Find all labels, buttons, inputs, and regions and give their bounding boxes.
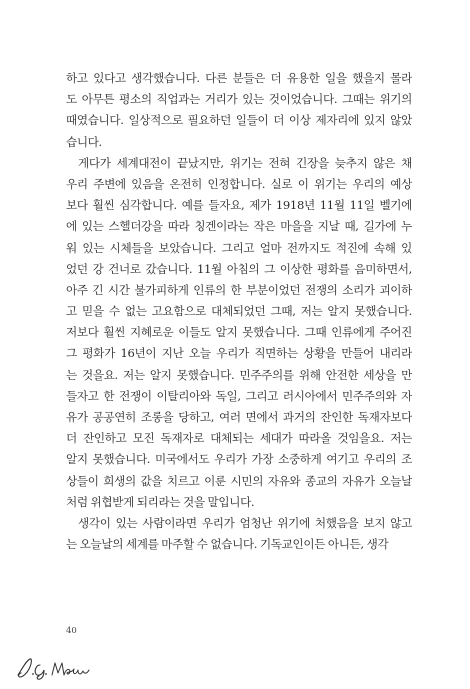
text-line: 그 평화가 16년이 지난 오늘 우리가 직면하는 상황을 만들어 내리라 [66,346,412,361]
text-line: 에 있는 스헬더강을 따라 칭겐이라는 작은 마을을 지날 때, 길가에 누 [66,219,412,234]
text-line: 습니다. [66,134,102,149]
text-line: 들자고 한 전쟁이 이탈리아와 독일, 그리고 러시아에서 민주주의와 자 [66,388,412,403]
text-line: 유가 공공연히 조롱을 당하고, 여러 면에서 과거의 잔인한 독재자보다 [66,410,412,424]
text-line: 처럼 위협받게 되리라는 것을 말입니다. [66,494,255,509]
text-line: 는 것을요. 저는 알지 못했습니다. 민주주의를 위해 안전한 세상을 만 [66,367,412,382]
text-line: 상들이 희생의 값을 치르고 이룬 시민의 자유와 종교의 자유가 오늘날 [66,473,412,488]
text-line: 더 잔인하고 모진 독재자로 대체되는 세대가 따라올 것임을요. 저는 [66,431,412,446]
text-line: 고 믿을 수 없는 고요함으로 대체되었던 그때, 저는 알지 못했습니다. [66,304,412,319]
text-line: 생각이 있는 사람이라면 우리가 엄청난 위기에 처했음을 보지 않고 [78,515,412,530]
text-line: 알지 못했습니다. 미국에서도 우리가 가장 소중하게 여기고 우리의 조 [66,452,412,467]
signature-logo [14,655,92,681]
text-line: 는 오늘날의 세계를 마주할 수 없습니다. 기독교인이든 아니든, 생각 [66,537,389,552]
text-line: 때였습니다. 일상적으로 필요하던 일들이 더 이상 제자리에 있지 않았 [66,113,412,128]
text-line: 우리 주변에 있음을 온전히 인정합니다. 실로 이 위기는 우리의 예상 [66,176,412,191]
text-line: 워 있는 시체들을 보았습니다. 그리고 얼마 전까지도 적진에 속해 있 [66,240,412,255]
text-line: 도 아무튼 평소의 직업과는 거리가 있는 것이었습니다. 그때는 위기의 [66,92,412,107]
text-line: 보다 훨씬 심각합니다. 예를 들자요, 제가 1918년 11월 11일 벨기에 [66,198,412,213]
text-line: 었던 강 건너로 갔습니다. 11월 아침의 그 이상한 평화를 음미하면서, [66,261,412,276]
text-line: 게다가 세계대전이 끝났지만, 위기는 전혀 긴장을 늦추지 않은 채 [78,155,412,170]
text-line: 저보다 훨씬 지혜로운 이들도 알지 못했습니다. 그때 인류에게 주어진 [66,325,412,340]
text-line: 하고 있다고 생각했습니다. 다른 분들은 더 유용한 일을 했을지 몰라 [66,71,412,85]
body-text [66,68,412,555]
page-number: 40 [66,626,77,636]
text-line: 아주 긴 시간 불가피하게 인류의 한 부분이었던 전쟁의 소리가 괴이하 [66,282,412,297]
